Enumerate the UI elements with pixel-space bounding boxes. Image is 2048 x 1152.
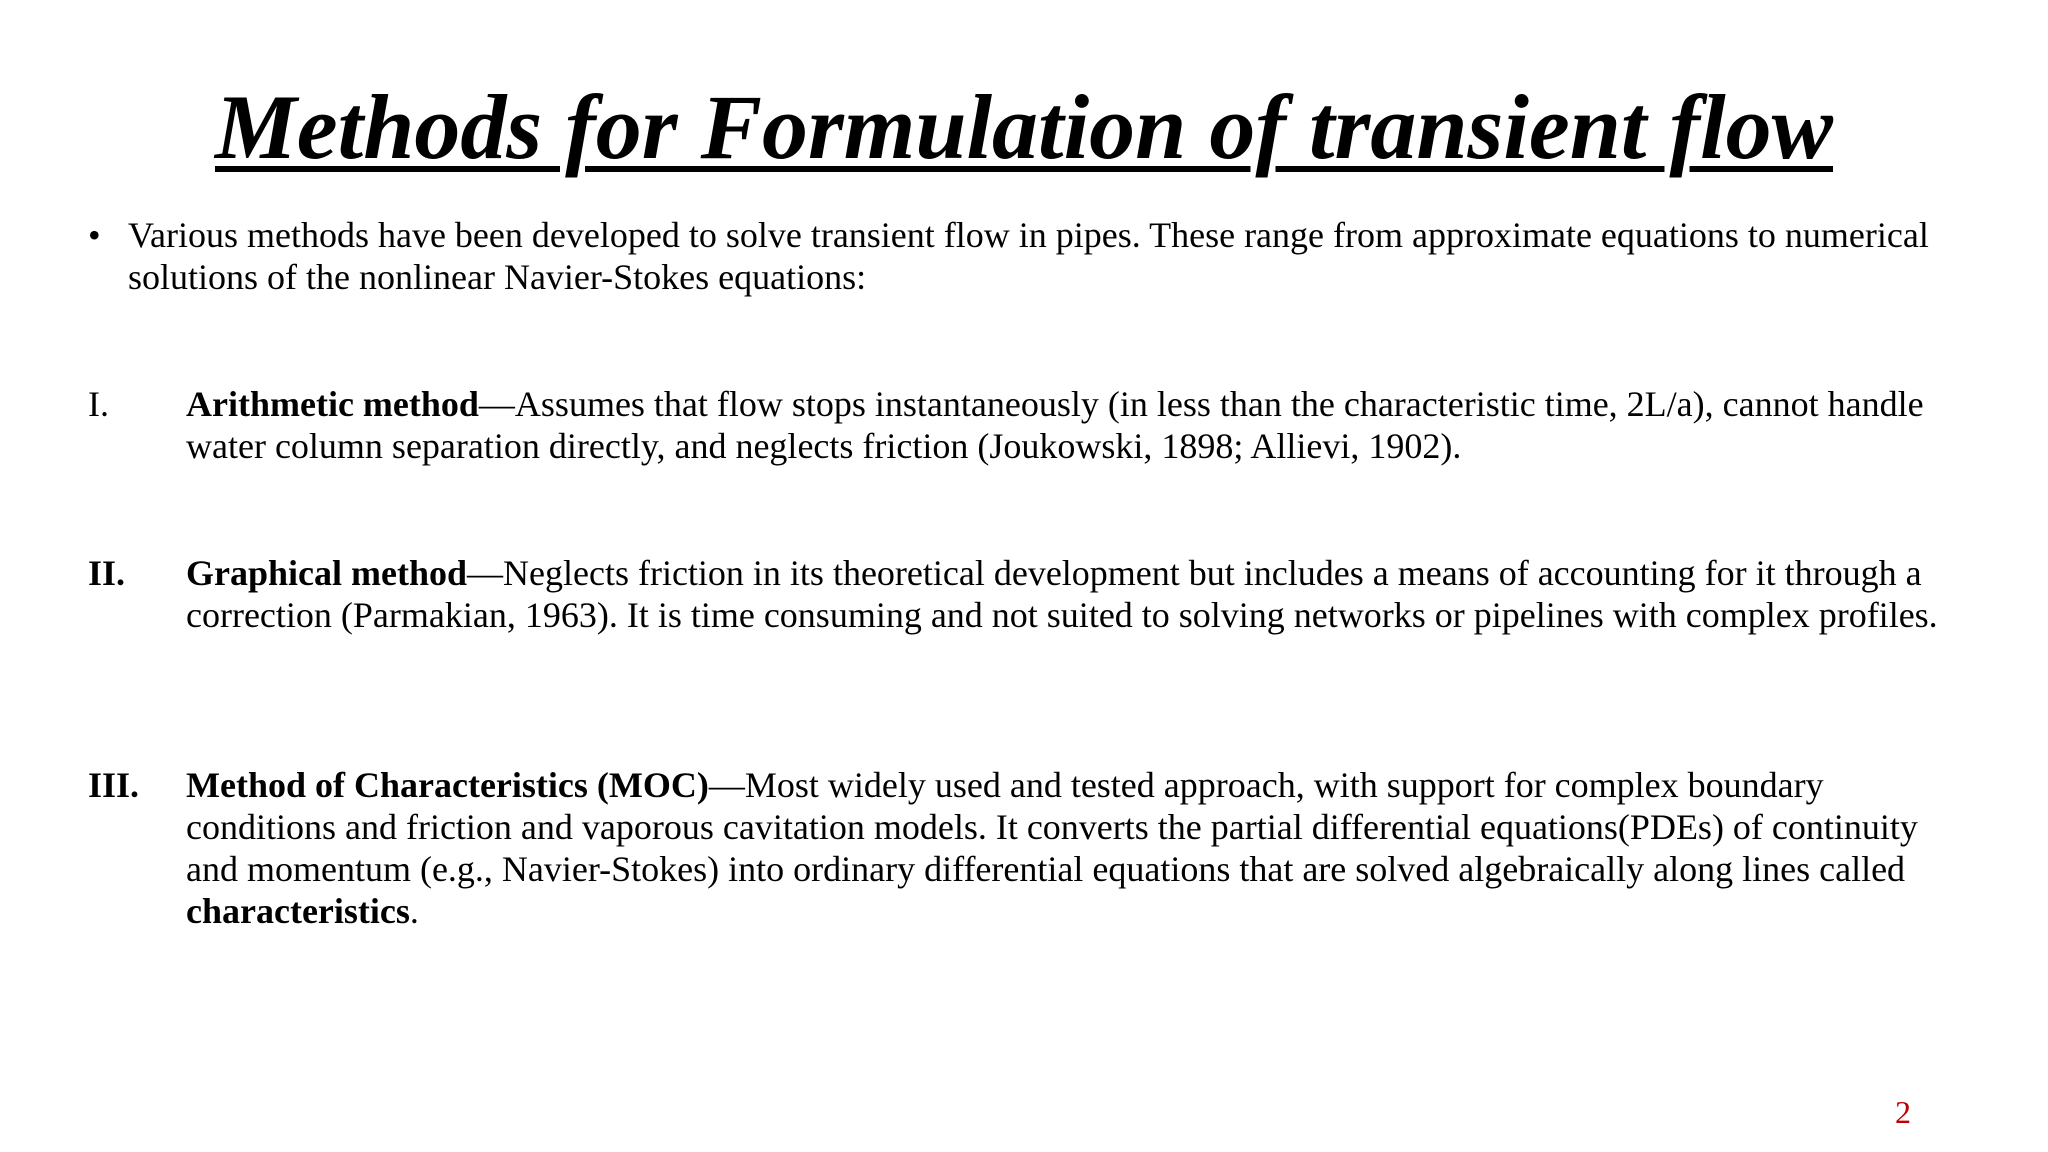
method-numeral: II.	[88, 553, 126, 593]
method-body	[186, 764, 1968, 932]
method-item-arithmetic	[88, 383, 1968, 467]
method-body	[186, 383, 1968, 467]
method-description: —Neglects friction in its theoretical development but includes a means of accounting for it through a correction (Parmakian, 1963). It is time consuming and not suited to solving networks or pipelines with complex profiles.	[186, 553, 1938, 635]
method-end: .	[409, 891, 419, 931]
method-description: —Assumes that flow stops instantaneously (in less than the characteristic time, 2L/a), cannot handle water column separation directly, and neglects friction (Joukowski, 1898; Allievi, 1902).	[186, 384, 1924, 466]
method-body	[186, 552, 1968, 636]
method-name: Method of Characteristics (MOC)	[186, 765, 709, 805]
page-number: 2	[1895, 1094, 1911, 1130]
method-name: Arithmetic method	[186, 384, 479, 424]
intro-paragraph	[88, 214, 1968, 298]
method-numeral: III.	[88, 765, 140, 805]
intro-text: Various methods have been developed to solve transient flow in pipes. These range from approximate equations to numerical solutions of the nonlinear Navier-Stokes equations:	[128, 215, 1929, 297]
method-item-moc	[88, 764, 1968, 932]
method-emphasis: characteristics	[186, 891, 410, 931]
method-name: Graphical method	[186, 553, 468, 593]
method-numeral: I.	[88, 384, 109, 424]
method-description: —Most widely used and tested approach, with support for complex boundary conditions and friction and vaporous cavitation models. It converts the partial differential equations(PDEs) of continuity and momentum (e.g., Navier-Stokes) into ordinary differential equations that are solved algebraically along lines called	[186, 765, 1918, 889]
slide-title: Methods for Formulation of transient flow	[215, 76, 1833, 178]
bullet-marker: •	[88, 215, 101, 255]
method-item-graphical	[88, 552, 1968, 636]
